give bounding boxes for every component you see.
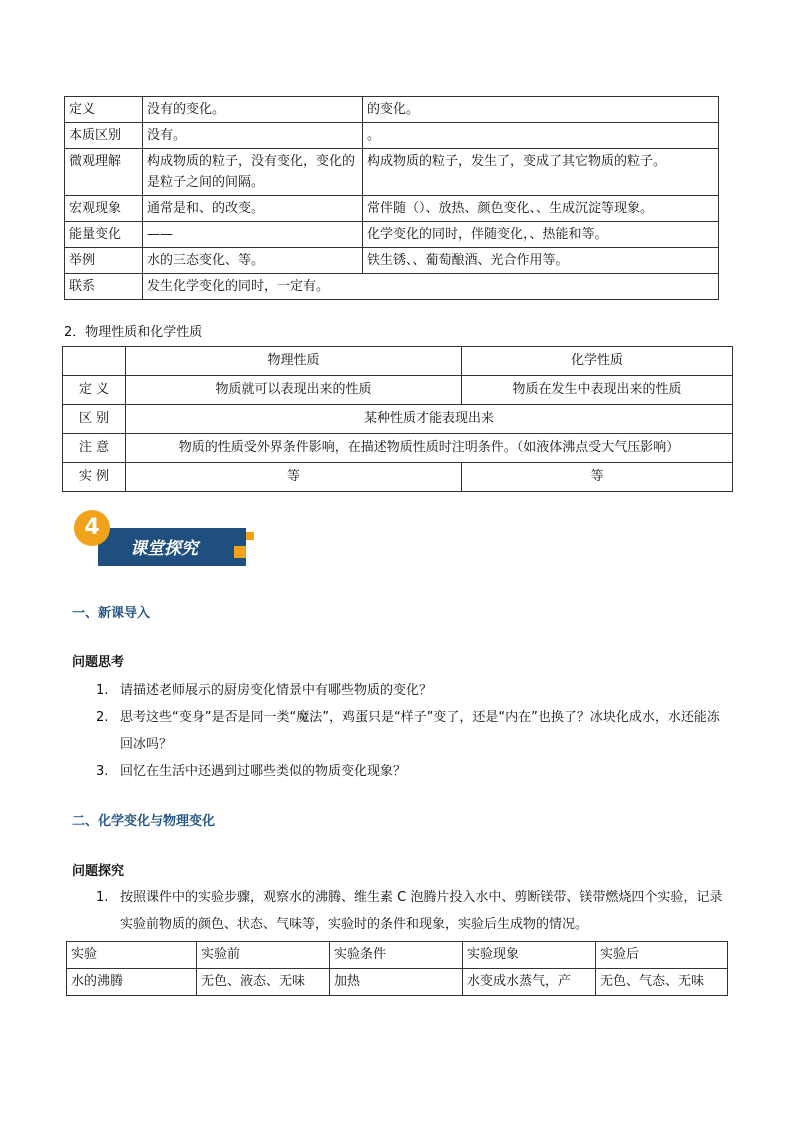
experiment-table (66, 941, 728, 996)
table-cell: 某种性质才能表现出来 (126, 405, 733, 434)
table-cell: 水变成水蒸气，产 (463, 969, 596, 996)
badge-number: 4 (74, 510, 110, 546)
header-cell: 实验前 (197, 942, 330, 969)
section-heading: 二、化学变化与物理变化 (72, 814, 216, 829)
row-label: 微观理解 (65, 149, 143, 196)
table-row (65, 248, 719, 274)
table-row (67, 969, 728, 996)
table-cell: 水的沸腾 (67, 969, 197, 996)
table-cell: 的变化。 (363, 97, 719, 123)
item-text: 思考这些“变身”是否是同一类“魔法”，鸡蛋只是“样子”变了，还是“内在”也换了？冰块化成水，水还能冻回冰吗？ (120, 710, 720, 752)
row-label: 联系 (65, 274, 143, 300)
table-cell: 等 (462, 463, 733, 492)
header-cell: 实验 (67, 942, 197, 969)
table-cell: 没有。 (143, 123, 363, 149)
table-row (63, 434, 733, 463)
table-cell: 。 (363, 123, 719, 149)
header-cell: 化学性质 (462, 347, 733, 376)
table-row (63, 376, 733, 405)
table-cell: 化学变化的同时，伴随变化，、热能和等。 (363, 222, 719, 248)
table-row (63, 463, 733, 492)
table-cell: 等 (126, 463, 462, 492)
table-header-row (63, 347, 733, 376)
section-heading: 一、新课导入 (72, 606, 151, 621)
item-number: 1. (96, 890, 109, 905)
subheading: 问题探究 (72, 864, 125, 879)
row-label: 定 义 (63, 376, 126, 405)
row-label: 能量变化 (65, 222, 143, 248)
table-cell: 无色、气态、无味 (596, 969, 728, 996)
row-label: 本质区别 (65, 123, 143, 149)
table-cell: 无色、液态、无味 (197, 969, 330, 996)
header-cell (63, 347, 126, 376)
table-row (63, 405, 733, 434)
table-header-row (67, 942, 728, 969)
table-row (65, 274, 719, 300)
property-comparison-table (62, 346, 733, 492)
table-cell: 构成物质的粒子，没有变化，变化的是粒子之间的间隔。 (143, 149, 363, 196)
subheading: 问题思考 (72, 655, 125, 670)
table-cell: 物质就可以表现出来的性质 (126, 376, 462, 405)
table-cell: 加热 (330, 969, 463, 996)
item-number: 1. (96, 683, 109, 698)
badge-accent (234, 546, 246, 558)
item-text: 请描述老师展示的厨房变化情景中有哪些物质的变化？ (120, 683, 433, 698)
table-row (65, 123, 719, 149)
item-number: 3. (96, 764, 109, 779)
item-text: 按照课件中的实验步骤，观察水的沸腾、维生素 C 泡腾片投入水中、剪断镁带、镁带燃烧四个实验，记录实验前物质的颜色、状态、气味等，实验时的条件和现象，实验后生成物的情况。 (120, 890, 723, 932)
header-cell: 实验条件 (330, 942, 463, 969)
row-label: 定义 (65, 97, 143, 123)
badge-title: 课堂探究 (130, 539, 198, 559)
table-cell: 水的三态变化、等。 (143, 248, 363, 274)
table-cell: 通常是和、的改变。 (143, 196, 363, 222)
row-label: 注 意 (63, 434, 126, 463)
badge-accent (246, 532, 254, 540)
header-cell: 物理性质 (126, 347, 462, 376)
table-cell: 发生化学变化的同时，一定有。 (143, 274, 719, 300)
table-row (65, 97, 719, 123)
item-text: 回忆在生活中还遇到过哪些类似的物质变化现象？ (120, 764, 407, 779)
table-cell: 物质在发生中表现出来的性质 (462, 376, 733, 405)
table-row (65, 222, 719, 248)
table-row (65, 149, 719, 196)
section-badge (74, 510, 254, 566)
change-comparison-table (64, 96, 719, 300)
item-number: 2. (96, 710, 109, 725)
header-cell: 实验后 (596, 942, 728, 969)
row-label: 宏观现象 (65, 196, 143, 222)
table-cell: 物质的性质受外界条件影响，在描述物质性质时注明条件。（如液体沸点受大气压影响） (126, 434, 733, 463)
section-caption: 2．物理性质和化学性质 (64, 325, 203, 340)
table-cell: 常伴随（）、放热、颜色变化、、生成沉淀等现象。 (363, 196, 719, 222)
table-cell: 铁生锈、、葡萄酿酒、光合作用等。 (363, 248, 719, 274)
table-cell: 构成物质的粒子，发生了，变成了其它物质的粒子。 (363, 149, 719, 196)
row-label: 举例 (65, 248, 143, 274)
table-cell: 没有的变化。 (143, 97, 363, 123)
table-row (65, 196, 719, 222)
table-cell: —— (143, 222, 363, 248)
row-label: 实 例 (63, 463, 126, 492)
header-cell: 实验现象 (463, 942, 596, 969)
row-label: 区 别 (63, 405, 126, 434)
